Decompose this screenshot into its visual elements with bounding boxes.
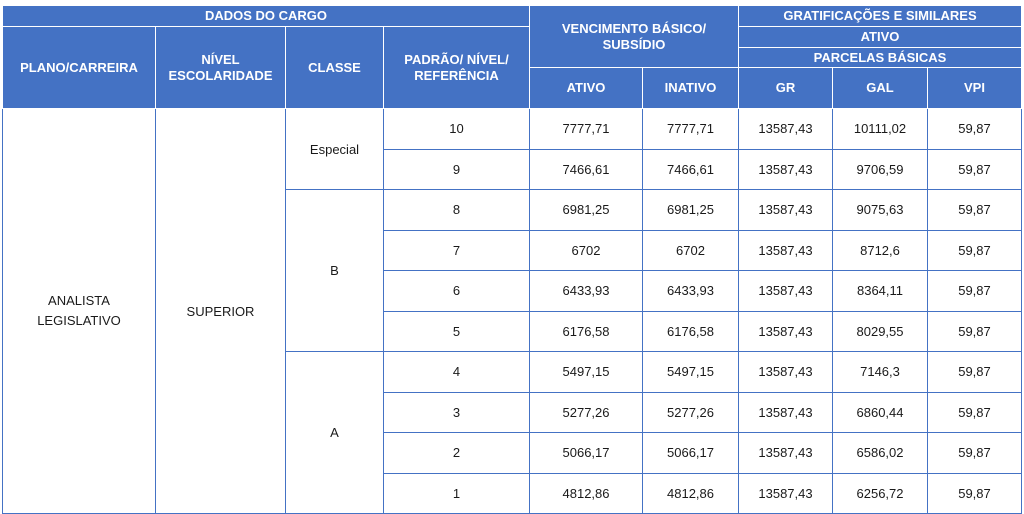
cell-padrao: 10	[384, 109, 530, 150]
cell-padrao: 3	[384, 392, 530, 433]
cell-inativo: 5066,17	[643, 433, 739, 474]
cell-vpi: 59,87	[928, 352, 1022, 393]
cell-inativo: 5497,15	[643, 352, 739, 393]
cell-vpi: 59,87	[928, 473, 1022, 514]
cell-gr: 13587,43	[739, 149, 833, 190]
cell-gal: 6860,44	[833, 392, 928, 433]
cell-padrao: 5	[384, 311, 530, 352]
cell-inativo: 6702	[643, 230, 739, 271]
cell-inativo: 6981,25	[643, 190, 739, 231]
cell-classe-b: B	[286, 190, 384, 352]
cell-inativo: 6433,93	[643, 271, 739, 312]
cell-ativo: 5497,15	[530, 352, 643, 393]
cell-gal: 10111,02	[833, 109, 928, 150]
cell-vpi: 59,87	[928, 230, 1022, 271]
cell-vpi: 59,87	[928, 109, 1022, 150]
header-gal: GAL	[833, 68, 928, 109]
cell-gal: 8712,6	[833, 230, 928, 271]
cell-padrao: 6	[384, 271, 530, 312]
header-classe: CLASSE	[286, 27, 384, 109]
cell-ativo: 6176,58	[530, 311, 643, 352]
cell-nivel: SUPERIOR	[156, 109, 286, 514]
cell-ativo: 6433,93	[530, 271, 643, 312]
header-parcelas-basicas: PARCELAS BÁSICAS	[739, 48, 1022, 68]
cell-vpi: 59,87	[928, 311, 1022, 352]
cell-inativo: 4812,86	[643, 473, 739, 514]
cell-gal: 8029,55	[833, 311, 928, 352]
cell-ativo: 4812,86	[530, 473, 643, 514]
salary-table	[2, 5, 1022, 514]
cell-gal: 6256,72	[833, 473, 928, 514]
cell-gr: 13587,43	[739, 352, 833, 393]
cell-padrao: 1	[384, 473, 530, 514]
cell-padrao: 2	[384, 433, 530, 474]
header-grat-ativo: ATIVO	[739, 27, 1022, 48]
header-vencimento: VENCIMENTO BÁSICO/ SUBSÍDIO	[530, 6, 739, 68]
cell-inativo: 5277,26	[643, 392, 739, 433]
cell-gal: 9075,63	[833, 190, 928, 231]
cell-gr: 13587,43	[739, 473, 833, 514]
cell-padrao: 9	[384, 149, 530, 190]
header-gratificacoes: GRATIFICAÇÕES E SIMILARES	[739, 6, 1022, 27]
cell-gal: 7146,3	[833, 352, 928, 393]
cell-gal: 6586,02	[833, 433, 928, 474]
header-dados-do-cargo: DADOS DO CARGO	[3, 6, 530, 27]
cell-gal: 9706,59	[833, 149, 928, 190]
cell-gr: 13587,43	[739, 230, 833, 271]
cell-vpi: 59,87	[928, 271, 1022, 312]
cell-classe-especial: Especial	[286, 109, 384, 190]
header-nivel-escolaridade: NÍVEL ESCOLARIDADE	[156, 27, 286, 109]
cell-ativo: 5277,26	[530, 392, 643, 433]
cell-ativo: 5066,17	[530, 433, 643, 474]
header-padrao: PADRÃO/ NÍVEL/ REFERÊNCIA	[384, 27, 530, 109]
cell-plano	[3, 109, 156, 514]
cell-inativo: 6176,58	[643, 311, 739, 352]
cell-inativo: 7777,71	[643, 109, 739, 150]
cell-vpi: 59,87	[928, 149, 1022, 190]
header-vpi: VPI	[928, 68, 1022, 109]
cell-ativo: 6702	[530, 230, 643, 271]
header-gr: GR	[739, 68, 833, 109]
cell-vpi: 59,87	[928, 392, 1022, 433]
cell-gr: 13587,43	[739, 392, 833, 433]
cell-padrao: 8	[384, 190, 530, 231]
cell-vpi: 59,87	[928, 433, 1022, 474]
cell-gal: 8364,11	[833, 271, 928, 312]
header-plano-carreira: PLANO/CARREIRA	[3, 27, 156, 109]
cell-gr: 13587,43	[739, 190, 833, 231]
cell-padrao: 4	[384, 352, 530, 393]
cell-ativo: 7466,61	[530, 149, 643, 190]
cell-gr: 13587,43	[739, 271, 833, 312]
cell-gr: 13587,43	[739, 311, 833, 352]
cell-inativo: 7466,61	[643, 149, 739, 190]
cell-ativo: 7777,71	[530, 109, 643, 150]
cell-gr: 13587,43	[739, 433, 833, 474]
cell-ativo: 6981,25	[530, 190, 643, 231]
cell-vpi: 59,87	[928, 190, 1022, 231]
header-ativo: ATIVO	[530, 68, 643, 109]
header-inativo: INATIVO	[643, 68, 739, 109]
cell-padrao: 7	[384, 230, 530, 271]
plano-label: ANALISTA LEGISLATIVO	[37, 293, 121, 328]
table-row	[3, 109, 1022, 150]
cell-gr: 13587,43	[739, 109, 833, 150]
cell-classe-a: A	[286, 352, 384, 514]
